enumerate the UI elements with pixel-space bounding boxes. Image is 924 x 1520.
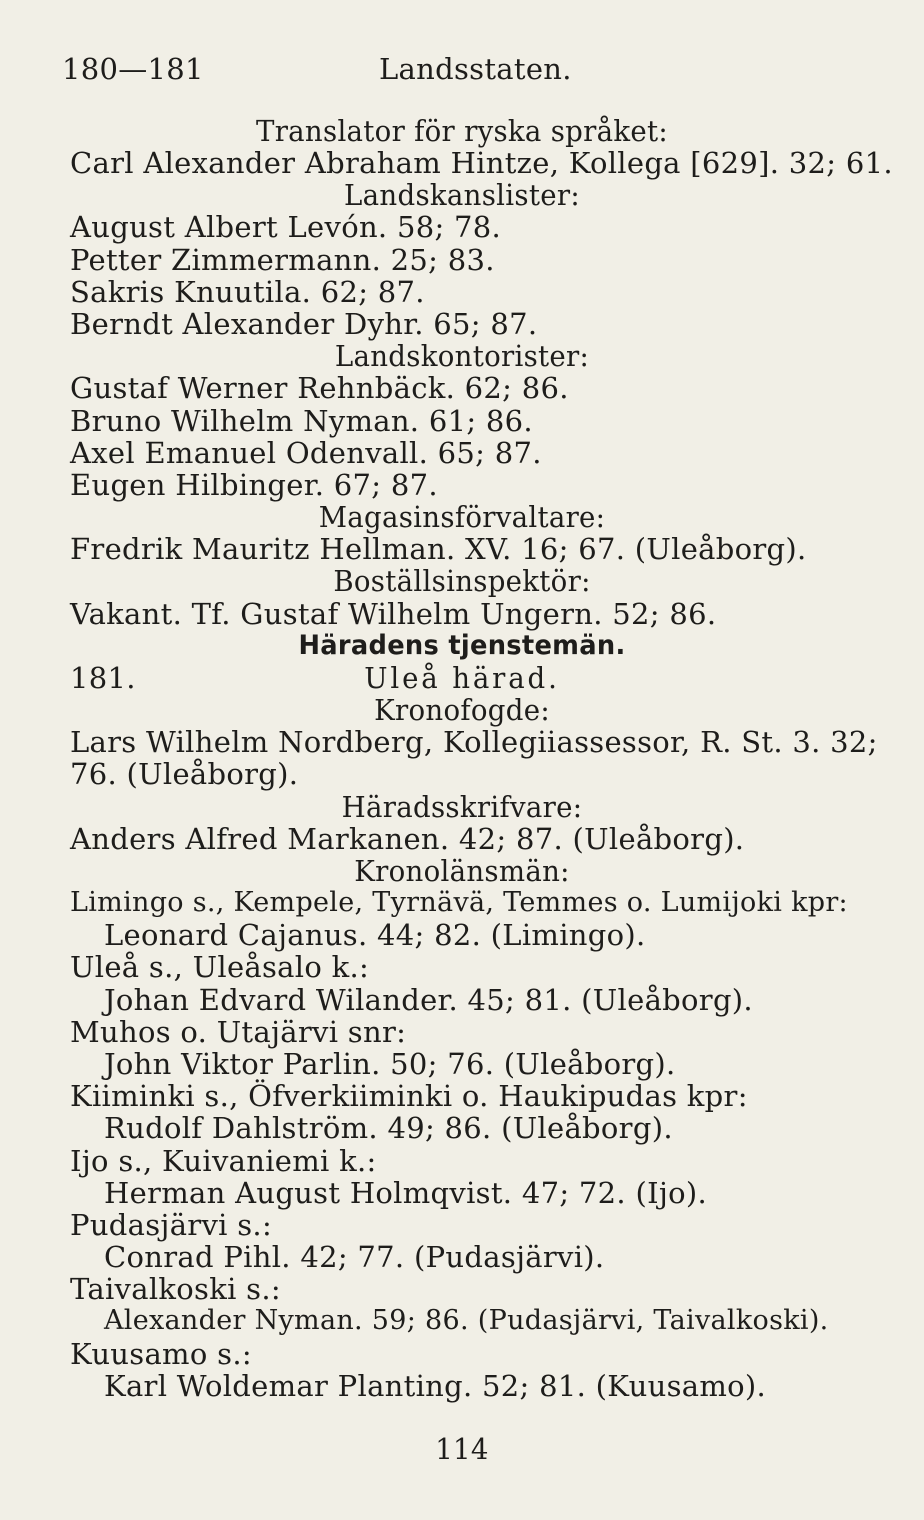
district-heading: Uleå härad. [364,661,560,695]
running-title: Landsstaten. [379,52,572,86]
entry-line: Kiiminki s., Öfverkiiminki o. Haukipudas kpr: [70,1079,748,1113]
section-heading: Kronolänsmän: [354,854,570,888]
entry-line: Berndt Alexander Dyhr. 65; 87. [70,307,538,341]
entry-line: Karl Woldemar Planting. 52; 81. (Kuusamo). [104,1369,767,1403]
entry-line: Conrad Pihl. 42; 77. (Pudasjärvi). [104,1240,605,1274]
entry-line: Rudolf Dahlström. 49; 86. (Uleåborg). [104,1111,673,1145]
entry-line: Kuusamo s.: [70,1337,252,1371]
section-heading: Kronofogde: [374,693,550,727]
entry-line: Taivalkoski s.: [70,1272,281,1306]
entry-line: Sakris Knuutila. 62; 87. [70,275,425,309]
entry-line: Eugen Hilbinger. 67; 87. [70,468,438,502]
entry-line: Muhos o. Utajärvi snr: [70,1015,407,1049]
entry-line: Pudasjärvi s.: [70,1208,273,1242]
entry-line: Alexander Nyman. 59; 86. (Pudasjärvi, Taivalkoski). [104,1305,829,1336]
section-heading: Boställsinspektör: [333,564,591,598]
entry-line: Vakant. Tf. Gustaf Wilhelm Ungern. 52; 86. [70,597,717,631]
entry-line: Lars Wilhelm Nordberg, Kollegiiassessor, R. St. 3. 32; [70,725,878,759]
chapter-heading: Häradens tjenstemän. [298,630,626,661]
section-heading: Magasinsförvaltare: [318,500,606,534]
section-heading: Häradsskrifvare: [341,790,583,824]
page-number: 114 [435,1432,489,1466]
section-heading: Translator för ryska språket: [255,114,668,148]
entry-line: August Albert Levón. 58; 78. [70,210,502,244]
section-number: 181. [70,661,136,695]
entry-line: Herman August Holmqvist. 47; 72. (Ijo). [104,1176,708,1210]
entry-line: Anders Alfred Markanen. 42; 87. (Uleåborg). [70,822,745,856]
entry-line: Carl Alexander Abraham Hintze, Kollega [629]. 32; 61. [70,146,893,180]
entry-line: Axel Emanuel Odenvall. 65; 87. [70,436,542,470]
entry-line: Leonard Cajanus. 44; 82. (Limingo). [104,918,646,952]
entry-line: Bruno Wilhelm Nyman. 61; 86. [70,404,533,438]
entry-line: Limingo s., Kempele, Tyrnävä, Temmes o. Lumijoki kpr: [70,887,848,918]
entry-line: Ijo s., Kuivaniemi k.: [70,1144,377,1178]
entry-line: 76. (Uleåborg). [70,757,299,791]
entry-line: John Viktor Parlin. 50; 76. (Uleåborg). [104,1047,676,1081]
entry-line: Fredrik Mauritz Hellman. XV. 16; 67. (Uleåborg). [70,532,807,566]
section-heading: Landskanslister: [344,178,580,212]
entry-line: Gustaf Werner Rehnbäck. 62; 86. [70,371,569,405]
entry-line: Petter Zimmermann. 25; 83. [70,243,495,277]
entry-line: Johan Edvard Wilander. 45; 81. (Uleåborg). [104,983,753,1017]
section-heading: Landskontorister: [334,339,590,373]
entry-line: Uleå s., Uleåsalo k.: [70,950,370,984]
page-range: 180—181 [62,52,204,86]
